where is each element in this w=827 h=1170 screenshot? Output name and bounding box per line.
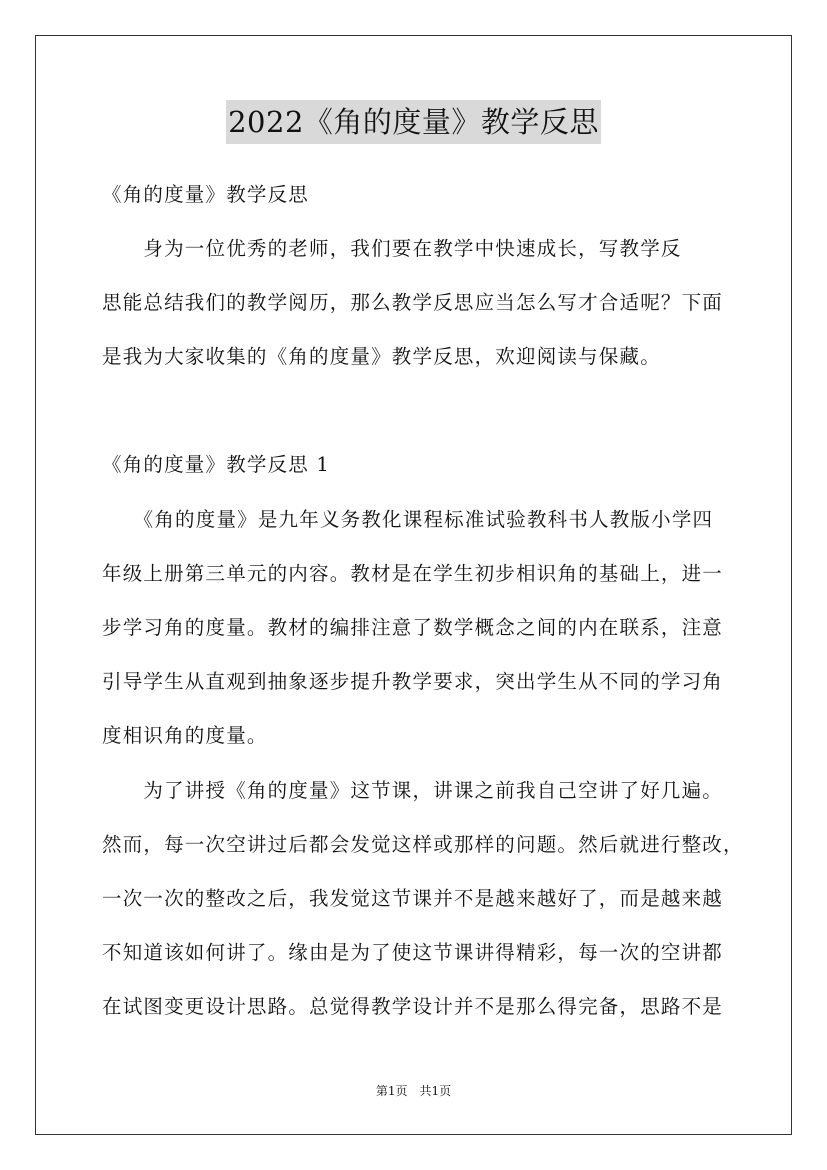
paragraph2-line-2: 然而，每一次空讲过后都会发觉这样或那样的问题。然后就进行整改， — [102, 833, 744, 856]
intro-line-2: 思能总结我们的教学阅历，那么教学反思应当怎么写才合适呢？下面 — [102, 291, 724, 314]
page-footer: 第1页 共1页 — [375, 1084, 452, 1098]
document-title-text: 2022《角的度量》教学反思 — [226, 100, 601, 144]
section-heading: 《角的度量》教学反思 1 — [102, 453, 331, 476]
paragraph1-line-3: 步学习角的度量。教材的编排注意了数学概念之间的内在联系，注意 — [102, 616, 724, 639]
paragraph1-line-5: 度相识角的度量。 — [102, 724, 268, 747]
document-title — [0, 100, 827, 144]
paragraph2-line-5: 在试图变更设计思路。总觉得教学设计并不是那么得完备，思路不是 — [102, 995, 724, 1018]
intro-line-3: 是我为大家收集的《角的度量》教学反思，欢迎阅读与保藏。 — [102, 345, 661, 368]
paragraph2-line-3: 一次一次的整改之后，我发觉这节课并不是越来越好了，而是越来越 — [102, 887, 724, 910]
paragraph1-line-4: 引导学生从直观到抽象逐步提升教学要求，突出学生从不同的学习角 — [102, 670, 724, 693]
paragraph1-line-2: 年级上册第三单元的内容。教材是在学生初步相识角的基础上，进一 — [102, 562, 724, 585]
subtitle: 《角的度量》教学反思 — [102, 183, 310, 206]
intro-line-1: 身为一位优秀的老师，我们要在教学中快速成长，写教学反 — [102, 237, 682, 260]
paragraph2-line-1: 为了讲授《角的度量》这节课，讲课之前我自己空讲了好几遍。 — [102, 779, 724, 802]
paragraph2-line-4: 不知道该如何讲了。缘由是为了使这节课讲得精彩，每一次的空讲都 — [102, 941, 724, 964]
paragraph1-line-1: 《角的度量》是九年义务教化课程标准试验教科书人教版小学四 — [102, 508, 714, 531]
